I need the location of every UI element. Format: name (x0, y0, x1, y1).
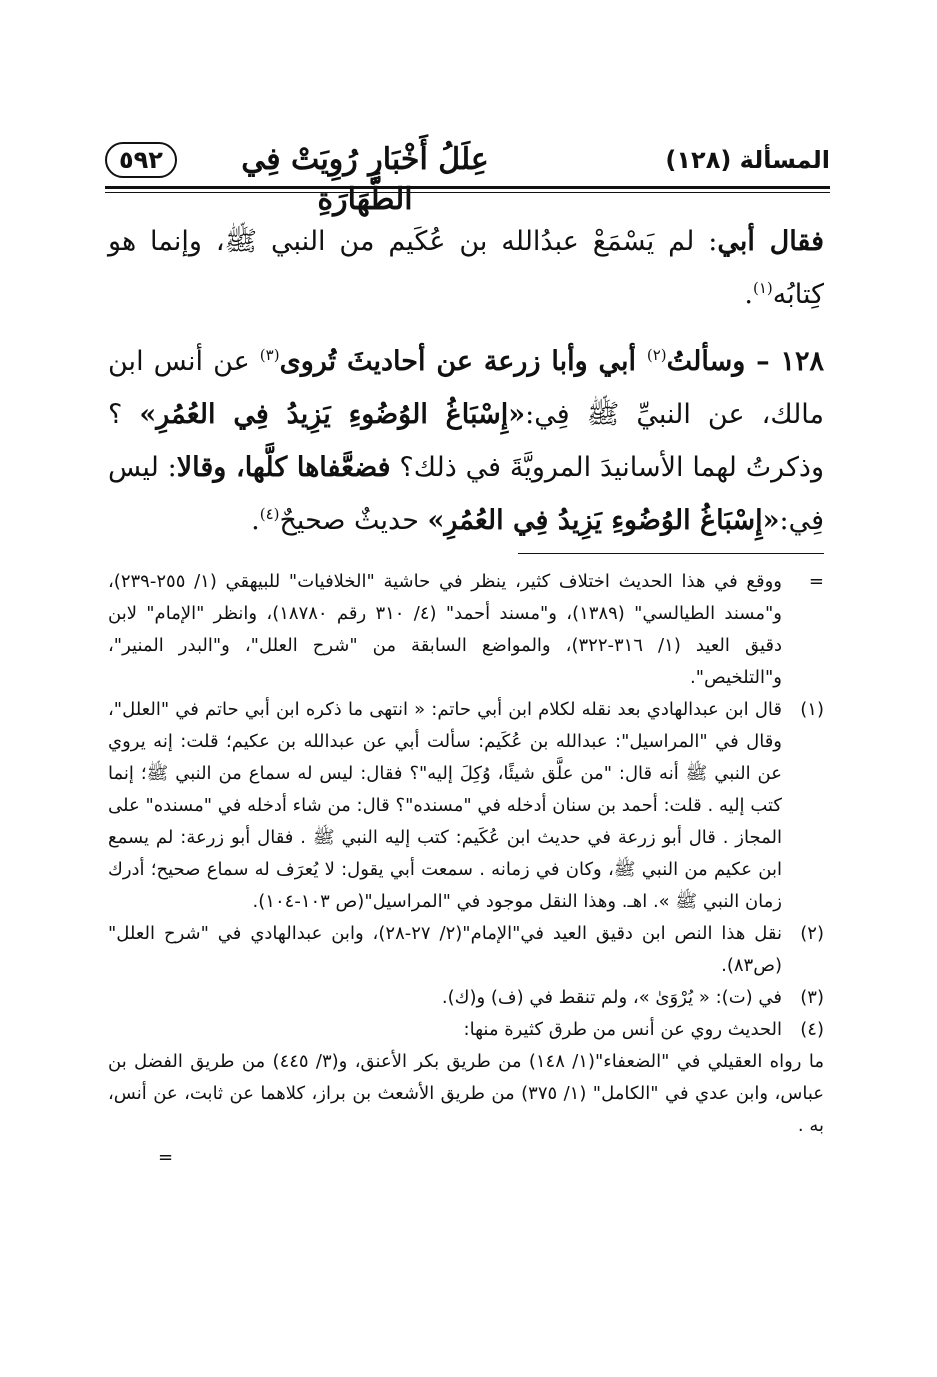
question-text-3: ؟ وذكرتُ لهما الأسانيدَ المرويَّةَ في ذلك؟ (108, 399, 824, 483)
footnote-4-text: الحديث روي عن أنس من طرق كثيرة منها: (463, 1019, 782, 1040)
question-end: . (251, 505, 260, 536)
answer-text: : لم يَسْمَعْ عبدُالله بن عُكَيم من النبي ﷺ، وإنما هو كِتابُه (108, 226, 824, 310)
footnote-3-text: في (ت): « يُرْوَىٰ »، ولم تنقط في (ف) و(ك). (441, 987, 782, 1008)
hadith-quote-1: «إِسْبَاغُ الوُضُوءِ يَزِيدُ فِي العُمُرِ» (139, 399, 526, 430)
header-rule-thin (105, 192, 830, 193)
footnote-2 (108, 918, 824, 982)
main-text (108, 215, 824, 561)
page-number: ٥٩٢ (105, 142, 177, 178)
footnote-4-continuation: ما رواه العقيلي في "الضعفاء"(١/ ١٤٨) من طريق بكر الأعنق، و(٣/ ٤٤٥) من طريق الفضل بن عباس، وابن عدي في "الكامل" (١/ ٣٧٥) من طريق الأشعث بن براز، كلاهما عن ثابت، عن أنس، به . (108, 1051, 824, 1136)
footnote-ref-3[interactable]: (٣) (259, 346, 280, 364)
continuation-mark: = (808, 571, 824, 592)
hadith-quote-2: «إِسْبَاغُ الوُضُوءِ يَزِيدُ فِي العُمُرِ» (427, 505, 780, 536)
header-rule (105, 186, 830, 189)
question-number: ١٢٨ – (745, 346, 824, 377)
footnote-1 (108, 694, 824, 918)
question-text-1: أبي وأبا زرعة عن أحاديثَ تُروى (279, 346, 647, 377)
question-text-2: عن أنس ابن مالك، عن النبيِّ ﷺ فِي: (108, 346, 824, 430)
page-header (105, 140, 830, 217)
answer-lead: فقال أبي (717, 226, 824, 257)
question-text-5: حديثٌ صحيحٌ (279, 505, 428, 536)
verdict-text: فضعَّفاها كلَّها، وقالا (176, 452, 391, 483)
end-continuation-mark: = (158, 1147, 174, 1168)
question-text-4: : ليس فِي: (108, 452, 824, 536)
issue-label: المسألة (١٢٨) (665, 146, 830, 174)
continuation-text: ووقع في هذا الحديث اختلاف كثير، ينظر في حاشية "الخلافيات" للبيهقي (١/ ٢٥٥-٢٣٩)، و"مسند الطيالسي" (١٣٨٩)، و"مسند أحمد" (٤/ ٣١٠ رقم ١٨٧٨٠)، وانظر "الإمام" لابن دقيق العيد (١/ ٣١٦-٣٢٢)، والمواضع السابقة من "شرح العلل"، و"البدر المنير"، و"التلخيص". (108, 571, 783, 688)
paragraph-answer (108, 215, 824, 321)
footnote-ref-4[interactable]: (٤) (259, 505, 280, 523)
answer-end: . (744, 279, 753, 310)
paragraph-question-128 (108, 335, 824, 547)
question-lead: وسألتُ (666, 346, 746, 377)
footnote-separator (518, 553, 824, 554)
footnote-ref-2[interactable]: (٢) (646, 346, 667, 364)
footnote-1-text: قال ابن عبدالهادي بعد نقله لكلام ابن أبي حاتم: « انتهى ما ذكره ابن أبي حاتم في "العلل"، وقال في "المراسيل": عبدالله بن عُكَيم: سألت أبي عن عبدالله بن عكيم؛ قلت: إنه يروي عن النبي ﷺ أنه قال: "من علَّق شيئًا، وُكِلَ إليه"؟ فقال: ليس له سماع من النبي ﷺ؛ إنما كتب إليه . قلت: أحمد بن سنان أدخله في "مسنده"؟ قال: من شاء أدخله في "مسنده" على المجاز . قال أبو زرعة في حديث ابن عُكَيم: كتب إليه النبي ﷺ . فقال أبو زرعة: لم يسمع ابن عكيم من النبي ﷺ، وكان في زمانه . سمعت أبي يقول: لا يُعرَف له سماع صحيح؛ أدرك زمان النبي ﷺ ». اهـ. وهذا النقل موجود في "المراسيل"(ص ١٠٣-١٠٤). (108, 699, 782, 912)
footnote-2-text: نقل هذا النص ابن دقيق العيد في"الإمام"(٢/ ٢٧-٢٨)، وابن عبدالهادي في "شرح العلل"(ص٨٣). (108, 923, 782, 976)
footnote-4-mark: (٤) (800, 1019, 824, 1040)
footnotes (108, 566, 824, 1174)
footnote-continuation (108, 566, 824, 694)
footnote-2-mark: (٢) (800, 923, 824, 944)
footnote-3-mark: (٣) (800, 987, 824, 1008)
footnote-4 (108, 1014, 824, 1046)
footnote-3 (108, 982, 824, 1014)
book-title: عِلَلُ أَخْبَارٍ رُوِيَتْ فِي الطَّهَارَةِ (241, 142, 489, 217)
footnote-ref-1[interactable]: (١) (753, 279, 773, 297)
footnote-1-mark: (١) (800, 699, 824, 720)
